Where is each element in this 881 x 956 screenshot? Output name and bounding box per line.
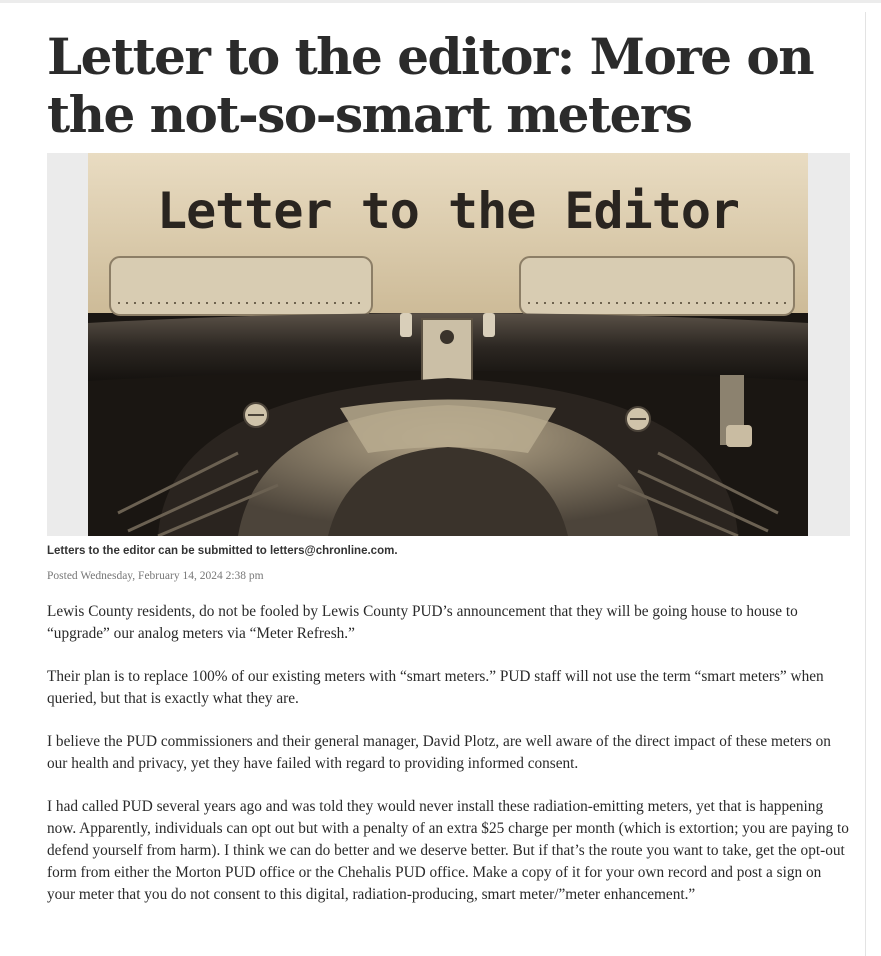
article-title: Letter to the editor: More on the not-so-smart meters <box>47 27 814 144</box>
paragraph: I believe the PUD commissioners and their general manager, David Plotz, are well aware of the direct impact of these meters on our health and privacy, yet they have failed with regard to providing informed consent. <box>47 733 831 772</box>
image-caption: Letters to the editor can be submitted to letters@chronline.com. <box>47 545 398 557</box>
typewriter-illustration <box>88 153 808 536</box>
paragraph: Lewis County residents, do not be fooled by Lewis County PUD’s announcement that they will be going house to house to “upgrade” our analog meters via “Meter Refresh.” <box>47 603 798 642</box>
paragraph: I had called PUD several years ago and was told they would never install these radiation-emitting meters, yet that is happening now. Apparently, individuals can opt out but with a penalty of an extra $25 charge per month (which is extortion; you are paying to defend yourself from harm). I think we can do better and we deserve better. But if that’s the route you want to take, get the opt-out form from either the Morton PUD office or the Chehalis PUD office. Make a copy of it for your own record and post a sign on your meter that you do not consent to this digital, radiation-producing, smart meter/”meter enhancement.” <box>47 798 849 903</box>
right-border <box>865 12 866 956</box>
posted-date: Posted Wednesday, February 14, 2024 2:38 pm <box>47 570 264 582</box>
article-body <box>47 601 850 906</box>
featured-image <box>47 153 850 536</box>
paragraph: Their plan is to replace 100% of our existing meters with “smart meters.” PUD staff will not use the term “smart meters” when queried, but that is exactly what they are. <box>47 668 824 707</box>
article <box>47 28 850 927</box>
top-border <box>0 0 881 3</box>
image-heading-text: Letter to the Editor <box>156 182 740 240</box>
